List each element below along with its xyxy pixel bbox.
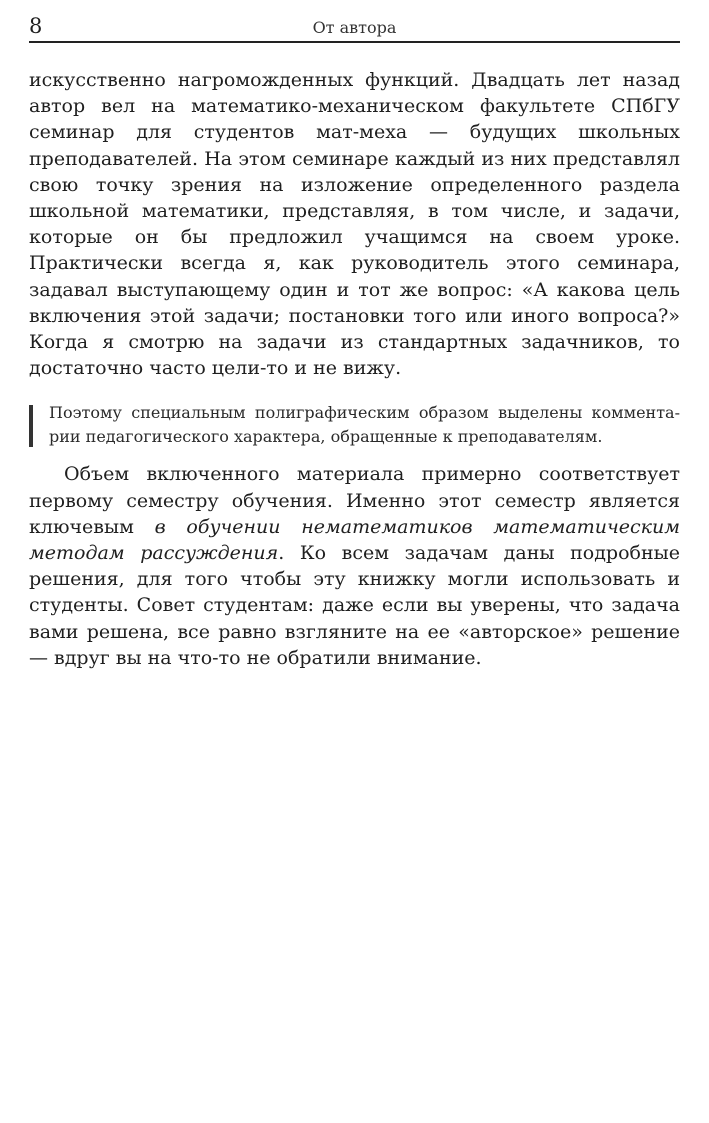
section-title: От автора bbox=[312, 18, 397, 37]
paragraph-emphasis: в обучении нематематиков математическим методам рассуждения bbox=[29, 515, 680, 565]
running-head bbox=[29, 0, 680, 43]
paragraph-text-start: Объем включенного материала примерно соответствует первому семестру обучения. Именно этот семестр является ключевым bbox=[29, 463, 680, 538]
book-page bbox=[29, 0, 680, 671]
paragraph-continuation: искусственно нагроможденных функций. Двадцать лет назад автор вел на математико-механическом факультете СПбГУ семинар для студентов мат-меха — будущих школьных преподавателей. На этом семинаре каждый из них представлял свою точку зрения на изложение определенного раздела школьной математики, представляя, в том числе, и задачи, которые он бы предложил учащимся на своем уроке. Практически всегда я, как руководитель этого семинара, задавал выступающему один и тот же вопрос: «А какова цель включения этой задачи; постановки того или иного вопроса?» Когда я смотрю на задачи из стандартных задачников, то достаточно часто цели-то и не вижу. bbox=[29, 69, 680, 380]
page-number: 8 bbox=[29, 14, 43, 38]
note-marker-bar bbox=[29, 405, 33, 447]
paragraph-text-end: . Ко всем задачам даны подробные решения, для того чтобы эту книжку могли использовать и студенты. Совет студентам: даже если вы уверены, что задача вами решена, все равно взгляните на ее «авторское» решение — вдруг вы на что-то не обратили внимание. bbox=[29, 542, 680, 669]
teacher-note-text: Поэтому специальным полиграфическим образом выделены комментарии педагогического характера, обращенные к преподавателям. bbox=[49, 403, 680, 447]
teacher-note bbox=[29, 401, 680, 449]
paragraph-material-scope bbox=[29, 461, 680, 671]
